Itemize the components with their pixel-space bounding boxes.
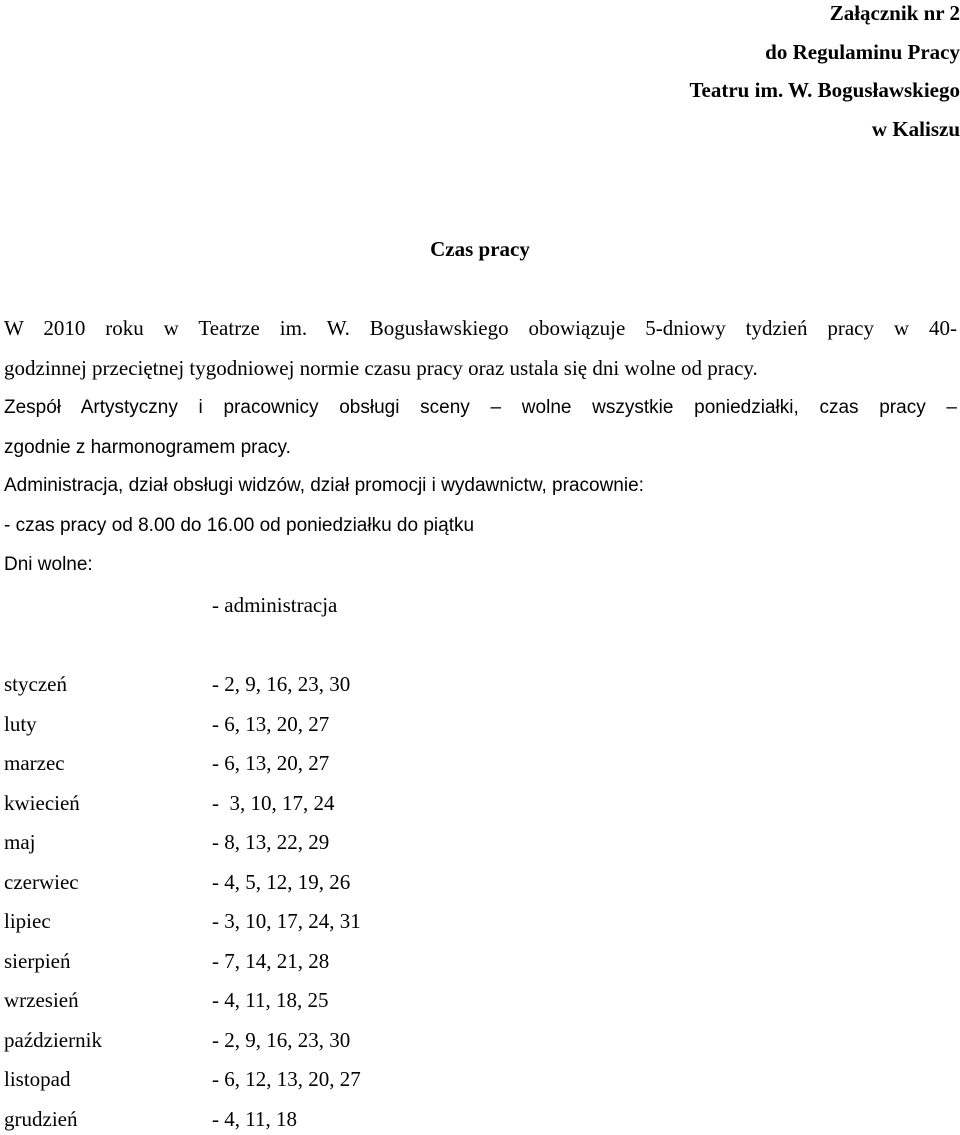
month-days-off: - 3, 10, 17, 24, 31 — [212, 909, 361, 933]
month-days-off: - 4, 11, 18, 25 — [212, 988, 329, 1012]
table-row — [4, 867, 604, 897]
month-name: maj — [4, 830, 36, 854]
header-line-attachment-number: Załącznik nr 2 — [829, 1, 960, 25]
paragraph-administration-line-2: - czas pracy od 8.00 do 16.00 od poniedziałku do piątku — [4, 515, 475, 536]
month-days-off: - 4, 11, 18 — [212, 1106, 297, 1131]
paragraph-work-week-line-2: godzinnej przeciętnej tygodniowej normie czasu pracy oraz ustala się dni wolne od pracy. — [4, 356, 758, 380]
table-row — [4, 946, 604, 976]
header-line-city: w Kaliszu — [871, 116, 960, 141]
paragraph-administration-line-1: Administracja, dział obsługi widzów, dział promocji i wydawnictw, pracownie: — [4, 475, 644, 496]
page-title: Czas pracy — [430, 237, 530, 261]
paragraph-artistic-team — [4, 388, 957, 468]
month-days-off: - 3, 10, 17, 24 — [212, 790, 335, 815]
month-name: grudzień — [4, 1106, 78, 1131]
month-name: marzec — [4, 751, 65, 775]
header-line-theatre: Teatru im. W. Bogusławskiego — [689, 78, 960, 102]
table-row — [4, 985, 604, 1015]
paragraph-artistic-team-line-2: zgodnie z harmonogramem pracy. — [4, 437, 291, 458]
month-name: październik — [4, 1027, 102, 1052]
table-row — [4, 788, 604, 818]
paragraph-artistic-team-line-1: Zespół Artystyczny i pracownicy obsługi sceny – wolne wszystkie poniedziałki, czas pracy – — [4, 397, 957, 418]
header-line-regulation: do Regulaminu Pracy — [765, 39, 960, 64]
section-label-administration: - administracja — [212, 593, 338, 617]
table-row — [4, 906, 604, 936]
table-row — [4, 1104, 604, 1134]
month-days-off: - 7, 14, 21, 28 — [212, 948, 330, 973]
month-name: lipiec — [4, 909, 51, 933]
days-off-label: Dni wolne: — [4, 554, 93, 575]
table-row — [4, 748, 604, 778]
attachment-header — [360, 0, 960, 154]
month-name: czerwiec — [4, 869, 79, 894]
month-name: kwiecień — [4, 790, 80, 815]
table-row — [4, 1064, 604, 1094]
month-name: listopad — [4, 1067, 71, 1091]
table-row — [4, 827, 604, 857]
month-days-off: - 6, 12, 13, 20, 27 — [212, 1067, 361, 1091]
month-days-off: - 2, 9, 16, 23, 30 — [212, 1027, 351, 1052]
paragraph-work-week-line-1: W 2010 roku w Teatrze im. W. Bogusławskiego obowiązuje 5-dniowy tydzień pracy w 40- — [4, 316, 957, 340]
table-row — [4, 709, 604, 739]
month-days-off: - 8, 13, 22, 29 — [212, 830, 330, 854]
table-row — [4, 669, 604, 699]
month-name: luty — [4, 711, 37, 736]
month-days-off: - 4, 5, 12, 19, 26 — [212, 869, 351, 894]
month-days-off: - 6, 13, 20, 27 — [212, 711, 330, 736]
month-name: wrzesień — [4, 988, 79, 1012]
month-name: styczeń — [4, 672, 67, 696]
paragraph-work-week — [4, 308, 957, 388]
month-name: sierpień — [4, 948, 71, 973]
table-row — [4, 1025, 604, 1055]
month-days-off: - 6, 13, 20, 27 — [212, 751, 330, 775]
month-days-off: - 2, 9, 16, 23, 30 — [212, 672, 351, 696]
